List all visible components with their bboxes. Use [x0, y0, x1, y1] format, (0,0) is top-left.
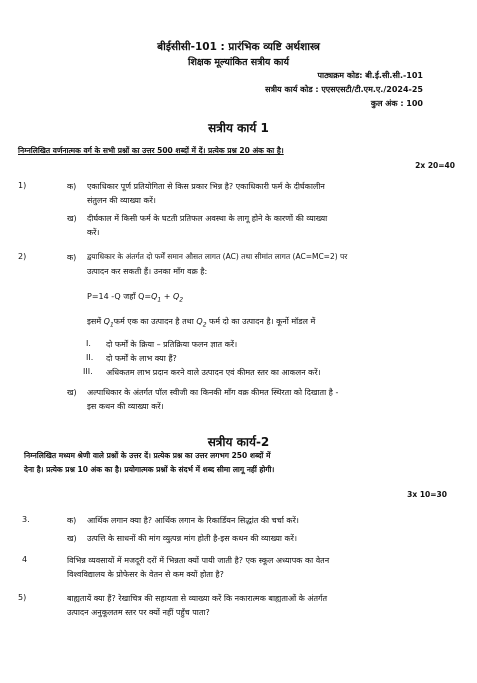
question-3a-label: क): [67, 516, 77, 525]
question-4-line2: विश्वविद्यालय के प्रोफेसर के वेतन से कम क्यों होता है?: [67, 570, 224, 579]
subitem-text: दो फर्मों के लाभ क्या हैं?: [106, 354, 177, 363]
section-2-instruction-line2: देना है। प्रत्येक प्रश्न 10 अंक का है। प्रयोगात्मक प्रश्नों के संदर्भ में शब्द सीमा लागू नहीं होगी।: [24, 465, 275, 474]
question-2b-line2: इस कथन की व्याख्या करें।: [87, 402, 164, 411]
assignment-code: सत्रीय कार्य कोड : एएसएसटी/टी.एम.ए./2024-25: [265, 85, 423, 94]
question-1b-line1: दीर्घकाल में किसी फर्म के घटती प्रतिफल अवस्था के लागू होने के कारणों की व्याख्या: [87, 214, 328, 223]
question-2b-line1: अल्पाधिकार के अंतर्गत पॉल स्वीजी का किनकी माँग वक्र कीमत स्थिरता को दिखाता है -: [87, 388, 339, 397]
document-title: बीईसीसी-101 : प्रारंभिक व्यष्टि अर्थशास्त्र: [157, 41, 320, 53]
question-3b-text: उत्पत्ति के साधनों की मांग व्युत्पन्न मांग होती है-इस कथन की व्याख्या करें।: [87, 534, 297, 543]
question-2b-label: ख): [67, 388, 77, 397]
q1-symbol: $Q_1$: [151, 292, 162, 304]
question-5-line2: उत्पादन अनुकूलतम स्तर पर क्यों नहीं पहुँच पाता?: [67, 608, 210, 617]
section-2-marks: 3x 10=30: [407, 490, 447, 499]
course-code: पाठ्यक्रम कोड: बी.ई.सी.सी.-101: [317, 71, 423, 80]
question-1-number: 1): [18, 181, 27, 190]
question-1a-line1: एकाधिकार पूर्ण प्रतियोगिता से किस प्रकार भिन्न है? एकाधिकारी फर्म के दीर्घकालीन: [87, 182, 325, 191]
equation-prefix: P=14 -Q जहाँ Q=: [87, 292, 152, 301]
question-2a-line2: उत्पादन कर सकती हैं। उनका माँग वक्र है:: [87, 267, 208, 276]
question-2a-line1: द्वयाधिकार के अंतर्गत दो फर्में समान औसत लागत (AC) तथा सीमांत लागत (AC=MC=2) पर: [87, 252, 348, 261]
section-1-marks: 2x 20=40: [415, 161, 455, 170]
subitem-number: I.: [86, 339, 91, 348]
subitem-number: II.: [86, 353, 94, 362]
question-2-number: 2): [18, 252, 27, 261]
question-3-number: 3.: [22, 515, 30, 524]
subitem-text: दो फर्मों के क्रिया – प्रतिक्रिया फलन ज्ञात करें।: [106, 340, 238, 349]
section-2-title: सत्रीय कार्य-2: [207, 435, 270, 449]
subitem-text: अधिकतम लाभ प्रदान करने वाले उत्पादन एवं कीमत स्तर का आकलन करें।: [106, 368, 321, 377]
subitem-number: III.: [83, 367, 93, 376]
section-1-title: सत्रीय कार्य 1: [208, 121, 269, 135]
question-3a-text: आर्थिक लगान क्या है? आर्थिक लगान के रिकार्डियन सिद्धांत की चर्चा करें।: [87, 516, 299, 525]
question-1a-line2: संतुलन की व्याख्या करें।: [87, 196, 156, 205]
question-5-number: 5): [18, 593, 27, 602]
question-2a-label: क): [67, 253, 77, 262]
question-1b-line2: करें।: [87, 228, 100, 237]
question-1b-label: ख): [67, 214, 77, 223]
document-subtitle: शिक्षक मूल्यांकित सत्रीय कार्य: [187, 57, 290, 68]
question-4-number: 4: [22, 555, 28, 564]
total-marks: कुल अंक : 100: [370, 99, 423, 108]
section-1-instruction: निम्नलिखित वर्णनात्मक वर्ग के सभी प्रश्नों का उत्तर 500 शब्दों में दें। प्रत्येक प्रश्न 20 अंक का है।: [18, 146, 284, 155]
q2-symbol: $Q_2$: [173, 292, 184, 304]
cournot-intro: इसमें $Q_1फर्म$ एक का उत्पादन है तथा $Q_2$ फर्म दो का उत्पादन है। कूर्नो मॉडल में: [87, 317, 316, 329]
section-2-instruction-line1: निम्नलिखित मध्यम श्रेणी वाले प्रश्नों के उत्तर दें। प्रत्येक प्रश्न का उत्तर लगभग 250 शब्दों में: [24, 451, 271, 460]
question-4-line1: विभिन्न व्यवसायों में मजदूरी दरों में भिन्नता क्यों पायी जाती है? एक स्कूल अध्यापक का वेतन: [67, 556, 330, 565]
question-5-line1: बाह्यतायें क्या हैं? रेखाचित्र की सहायता से व्याख्या करें कि नकारात्मक बाह्यताओं के अंतर्गत: [67, 594, 328, 603]
demand-equation: P=14 -Q जहाँ $Q=Q_1 + Q_2$: [87, 292, 184, 304]
question-1a-label: क): [67, 182, 77, 191]
question-3b-label: ख): [67, 534, 77, 543]
